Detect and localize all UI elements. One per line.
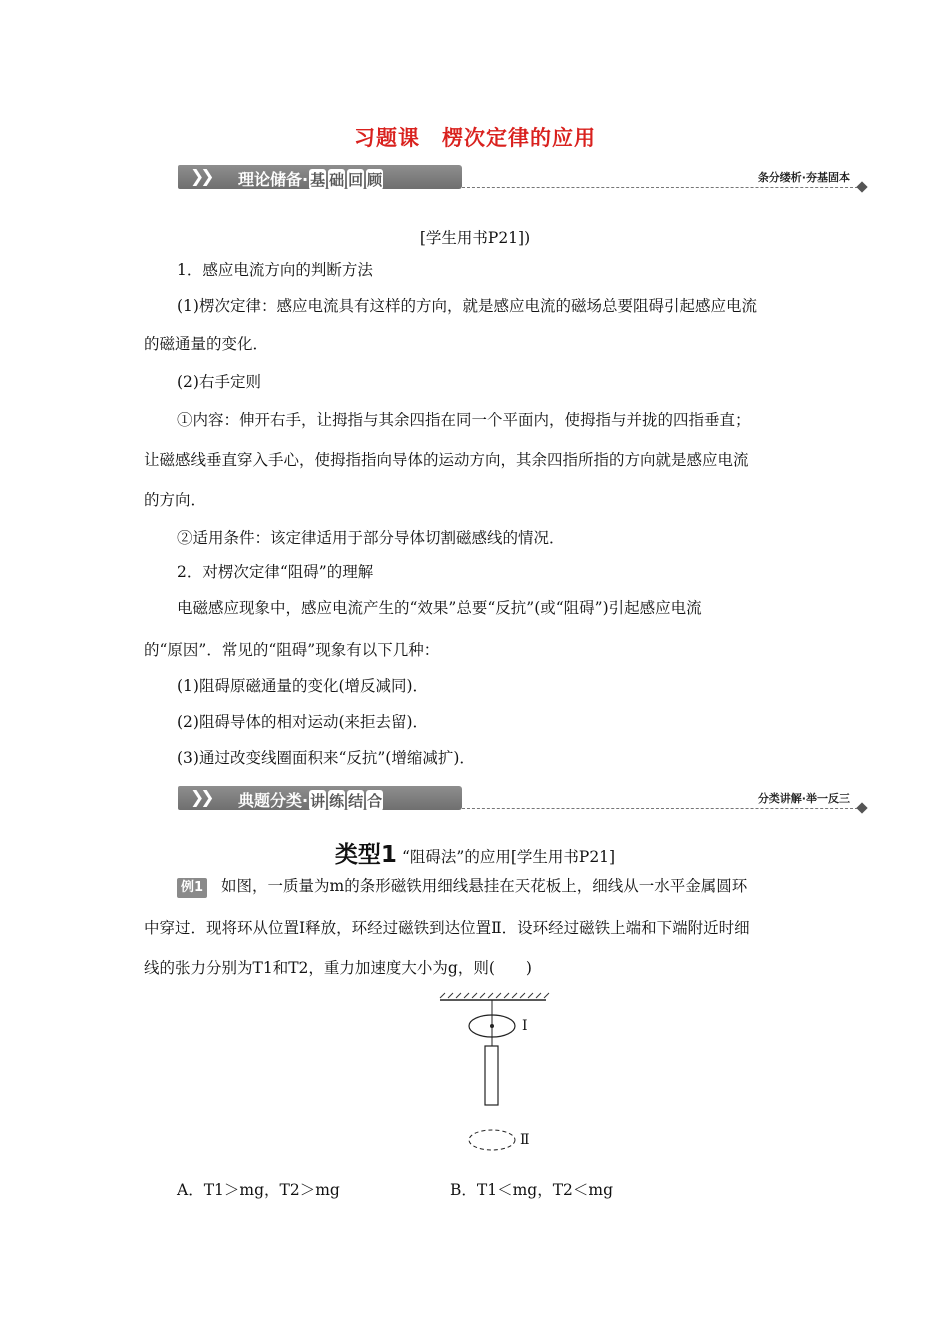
banner-label: 典题分类· 讲 练 结 合: [238, 791, 383, 810]
banner-side-note: 分类讲解·举一反三: [757, 792, 850, 805]
position-label-2: Ⅱ: [520, 1132, 530, 1148]
text-line: ②适用条件：该定律适用于部分导体切割磁感线的情况．: [177, 529, 565, 547]
example-line-1: 例1 如图，一质量为m的条形磁铁用细线悬挂在天花板上，细线从一水平金属圆环: [177, 876, 842, 898]
section-banner-examples: [178, 786, 868, 812]
diamond-icon: [856, 181, 867, 192]
diamond-icon: [856, 802, 867, 813]
position-label-1: Ⅰ: [522, 1018, 528, 1034]
divider: [462, 808, 858, 809]
divider: [462, 187, 858, 188]
page-title: 习题课 楞次定律的应用: [354, 126, 596, 150]
section-banner-theory: [178, 165, 868, 191]
option-a: A．T1＞mg，T2＞mg: [177, 1181, 340, 1199]
text-line: (1)阻碍原磁通量的变化(增反减同)．: [177, 677, 429, 695]
ring-position-2: [469, 1130, 515, 1150]
text-line: 让磁感线垂直穿入手心，使拇指指向导体的运动方向，其余四指所指的方向就是感应电流: [144, 451, 749, 469]
banner-side-note: 条分缕析·夯基固本: [757, 171, 850, 184]
text-line: 1．感应电流方向的判断方法: [177, 261, 373, 279]
text-line: (1)楞次定律：感应电流具有这样的方向，就是感应电流的磁场总要阻碍引起感应电流: [177, 297, 757, 315]
text-line: ①内容：伸开右手，让拇指与其余四指在同一个平面内，使拇指与并拢的四指垂直；: [177, 411, 751, 429]
text-line: 电磁感应现象中，感应电流产生的“效果”总要“反抗”(或“阻碍”)引起感应电流: [177, 599, 702, 617]
text-line: (3)通过改变线圈面积来“反抗”(增缩减扩)．: [177, 749, 475, 767]
book-reference: [学生用书P21]): [419, 229, 531, 247]
chevron-icon: ❯❯: [190, 167, 211, 187]
option-b: B．T1＜mg，T2＜mg: [450, 1181, 614, 1199]
text-line: 的方向．: [144, 491, 207, 509]
type-heading: 类型1 “阻碍法”的应用[学生用书P21]: [334, 842, 616, 868]
example-line-3: 线的张力分别为T1和T2，重力加速度大小为g，则( ): [144, 959, 532, 977]
text-line: (2)阻碍导体的相对运动(来拒去留)．: [177, 713, 429, 731]
bar-magnet: [485, 1046, 498, 1105]
banner-label: 理论储备· 基 础 回 顾: [238, 170, 383, 189]
text-line: (2)右手定则: [177, 373, 261, 391]
magnet-figure: [430, 990, 560, 1160]
text-line: 的磁通量的变化．: [144, 335, 269, 353]
text-line: 2．对楞次定律“阻碍”的理解: [177, 563, 374, 581]
chevron-icon: ❯❯: [190, 788, 211, 808]
example-badge: 例1: [177, 878, 207, 898]
example-line-2: 中穿过．现将环从位置Ⅰ释放，环经过磁铁到达位置Ⅱ．设环经过磁铁上端和下端附近时细: [144, 919, 750, 937]
text-line: 的“原因”．常见的“阻碍”现象有以下几种：: [144, 641, 440, 659]
